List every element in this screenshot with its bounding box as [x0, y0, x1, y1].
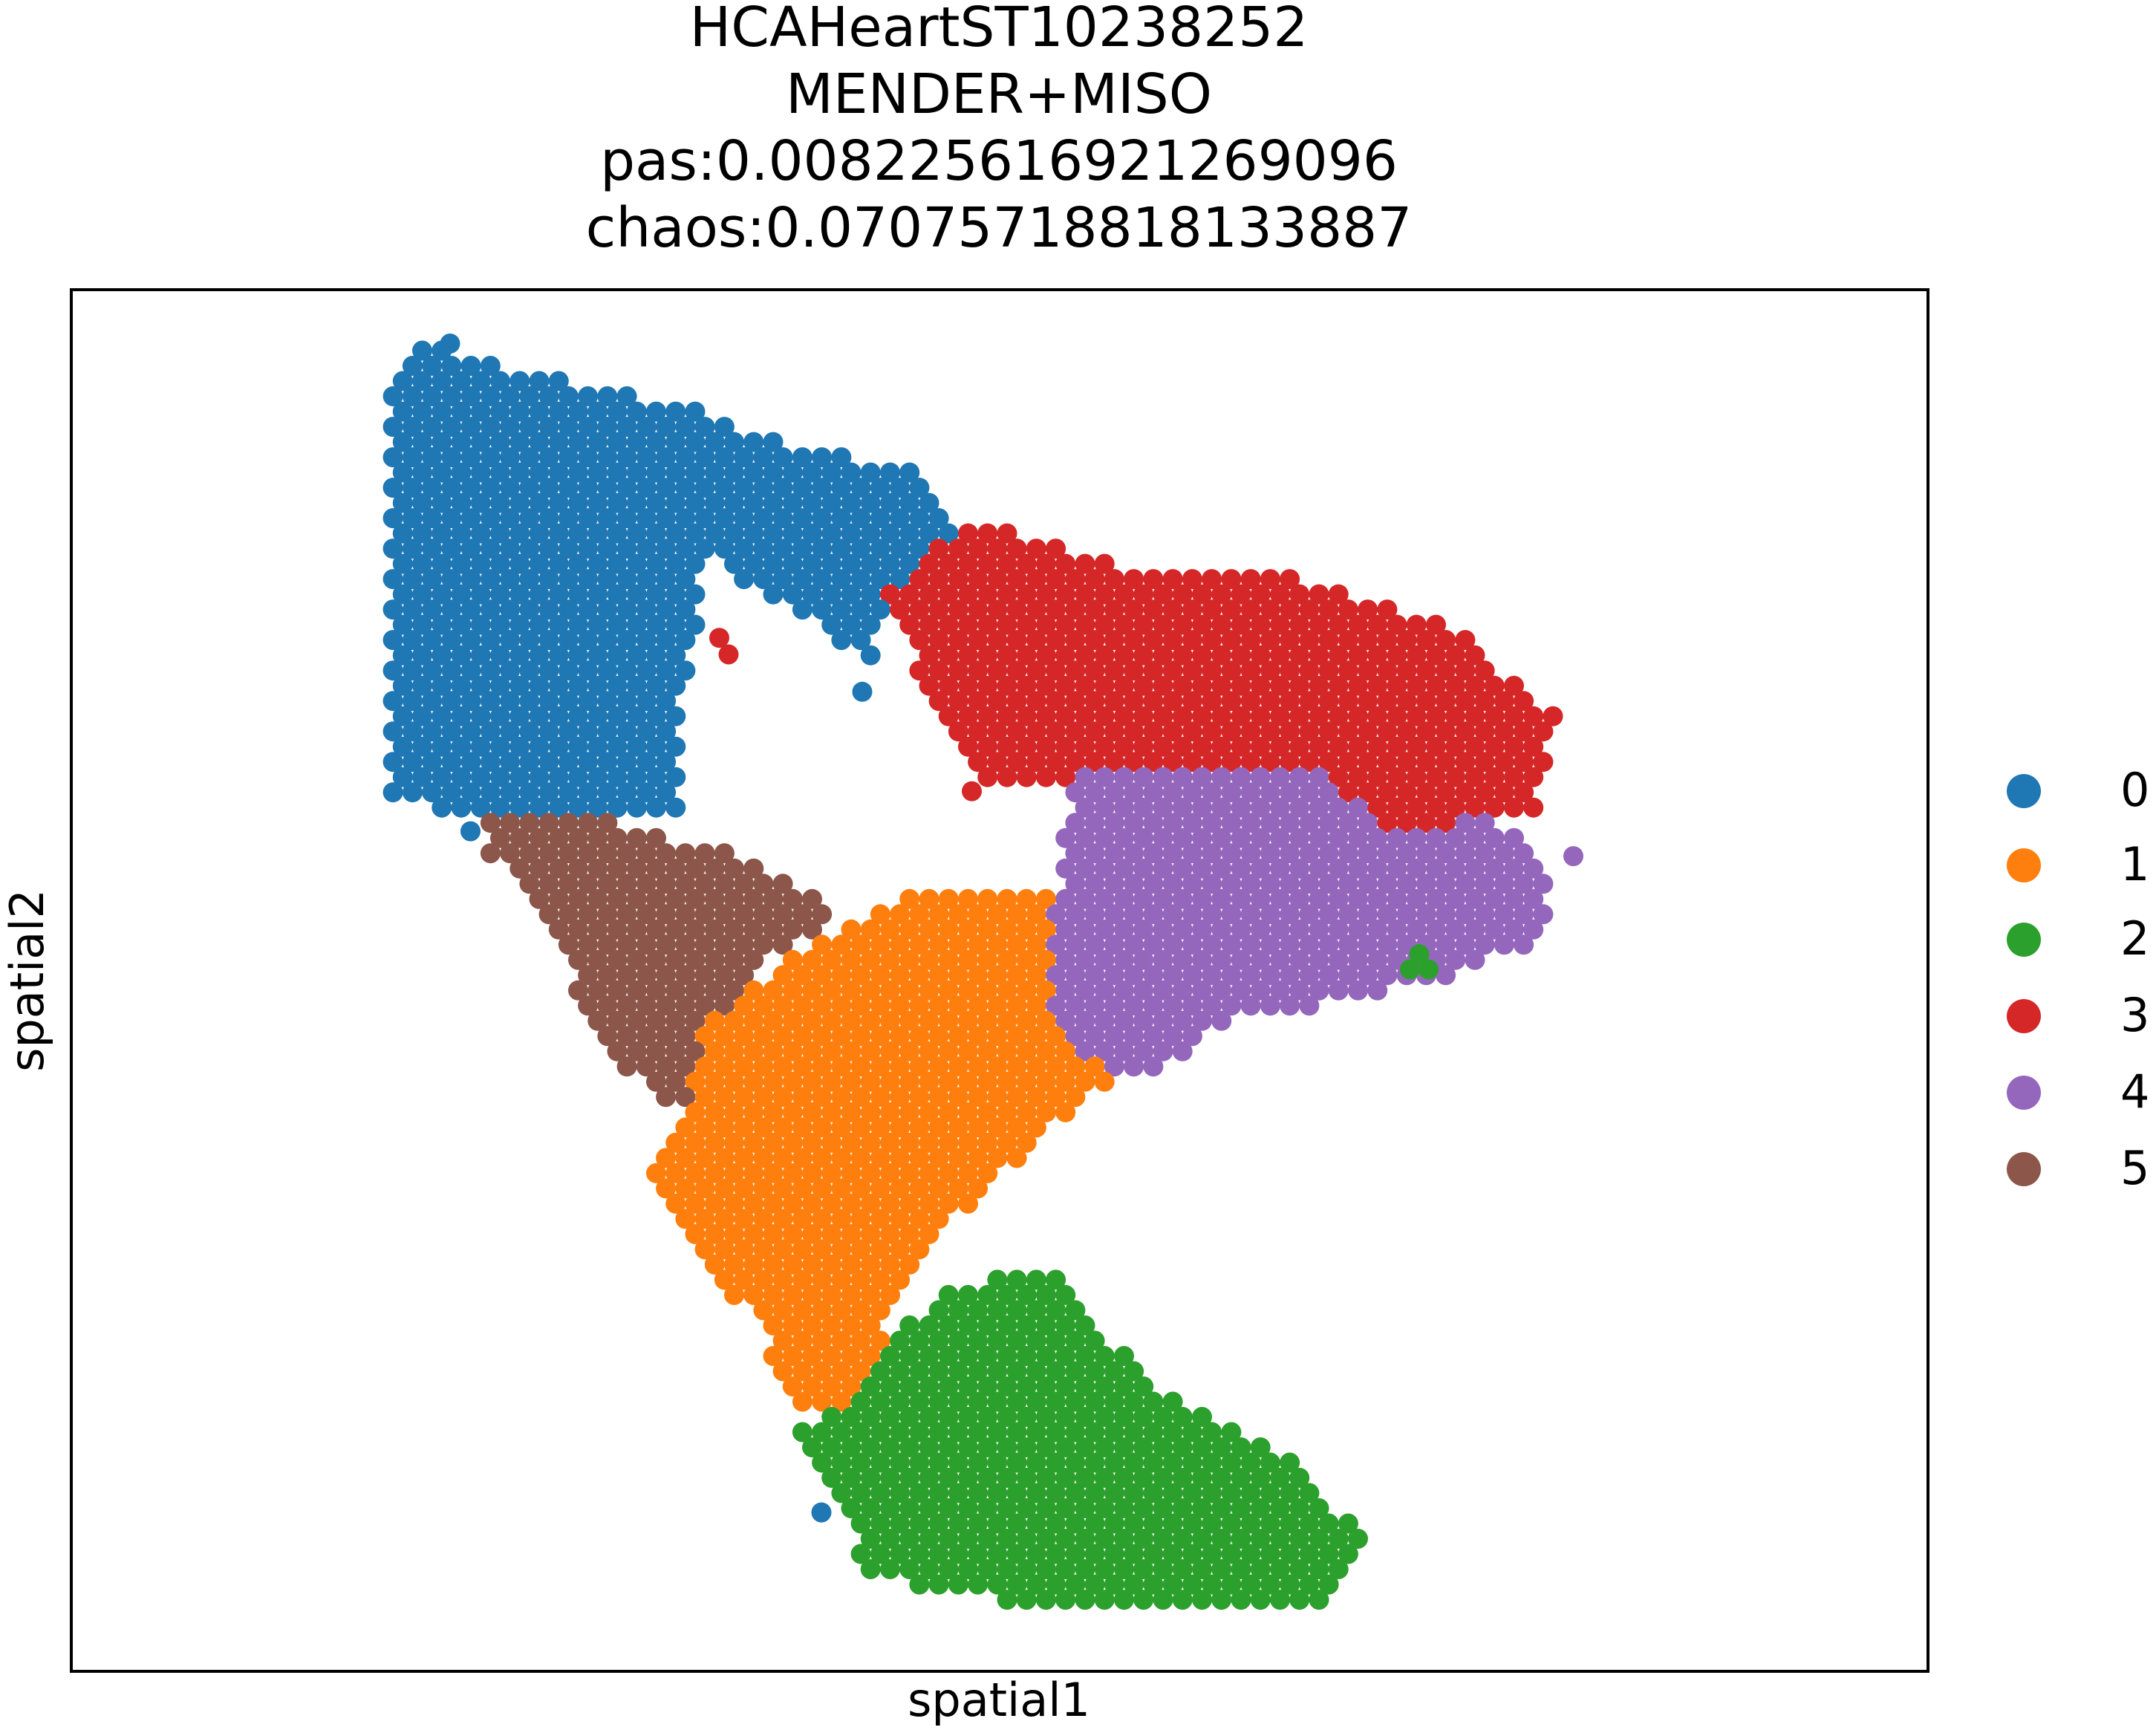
spot-cluster-2	[1309, 1590, 1329, 1610]
spot-cluster-2	[1055, 1590, 1075, 1610]
spot-cluster-3	[997, 767, 1017, 787]
spot-cluster-2	[1153, 1590, 1173, 1610]
spot-cluster-2	[1251, 1590, 1271, 1610]
spot-cluster-0	[440, 334, 460, 354]
spot-cluster-0	[627, 798, 647, 818]
spot-cluster-5	[656, 1087, 676, 1107]
spot-cluster-4	[1280, 995, 1300, 1015]
x-axis-label: spatial1	[908, 1673, 1090, 1727]
spot-cluster-1	[958, 1194, 978, 1214]
spot-cluster-3	[1504, 798, 1524, 818]
title-line-1: HCAHeartST10238252	[689, 0, 1309, 59]
title-line-4: chaos:0.07075718818133887	[585, 196, 1413, 260]
spot-cluster-5	[617, 1056, 637, 1076]
spot-cluster-4	[1241, 995, 1261, 1015]
spot-cluster-1	[792, 1392, 812, 1412]
spot-cluster-3	[1523, 798, 1543, 818]
legend-marker-3	[2007, 999, 2041, 1033]
spot-cluster-2	[1114, 1590, 1134, 1610]
y-axis-label: spatial2	[0, 889, 54, 1072]
spot-cluster-0	[383, 782, 403, 802]
spot-cluster-0	[665, 798, 685, 818]
spot-cluster-2	[1270, 1590, 1290, 1610]
spot-cluster-4	[1563, 846, 1583, 866]
spot-cluster-2	[1289, 1590, 1309, 1610]
spot-cluster-0	[853, 682, 873, 702]
spot-cluster-0	[734, 569, 754, 589]
spot-cluster-1	[724, 1285, 744, 1305]
legend-label-4: 4	[2120, 1064, 2150, 1119]
spot-cluster-0	[403, 782, 423, 802]
spot-cluster-4	[1211, 1011, 1231, 1031]
spot-cluster-2	[1075, 1590, 1095, 1610]
spot-cluster-4	[1173, 1041, 1193, 1061]
spot-cluster-3	[977, 767, 997, 787]
spot-cluster-3	[1017, 767, 1037, 787]
spot-cluster-2	[909, 1575, 929, 1595]
spot-cluster-5	[481, 843, 501, 863]
spot-cluster-2	[997, 1590, 1017, 1610]
spot-cluster-2	[861, 1559, 881, 1579]
legend-label-2: 2	[2120, 911, 2150, 966]
spot-cluster-2	[1133, 1590, 1153, 1610]
legend-marker-2	[2007, 923, 2041, 957]
spot-cluster-4	[1367, 981, 1387, 1001]
legend-marker-0	[2007, 774, 2041, 808]
spot-cluster-4	[1329, 981, 1349, 1001]
spot-cluster-2	[880, 1559, 900, 1579]
spot-cluster-0	[792, 599, 812, 620]
chart-title	[586, 0, 1413, 260]
spot-cluster-4	[1348, 981, 1368, 1001]
spot-cluster-3	[962, 781, 982, 801]
spot-cluster-1	[1055, 1102, 1075, 1122]
title-line-2: MENDER+MISO	[785, 62, 1213, 126]
spot-cluster-2	[1095, 1590, 1115, 1610]
spot-cluster-1	[1095, 1072, 1115, 1092]
spot-cluster-2	[1400, 960, 1420, 980]
spot-cluster-4	[1514, 934, 1534, 955]
spot-cluster-1	[1007, 1148, 1027, 1168]
spot-cluster-3	[1036, 767, 1056, 787]
spot-cluster-4	[1494, 934, 1514, 955]
spot-cluster-2	[968, 1575, 988, 1595]
spot-cluster-2	[1419, 960, 1439, 980]
spot-cluster-4	[1299, 995, 1319, 1015]
spot-cluster-4	[1260, 995, 1280, 1015]
spot-cluster-4	[1436, 965, 1456, 985]
spot-cluster-2	[1036, 1590, 1056, 1610]
legend-label-5: 5	[2120, 1141, 2150, 1195]
spot-cluster-2	[948, 1575, 968, 1595]
spot-cluster-0	[763, 585, 784, 605]
spot-cluster-2	[1017, 1590, 1037, 1610]
legend-marker-1	[2007, 848, 2041, 882]
spot-cluster-2	[1173, 1590, 1193, 1610]
spot-cluster-0	[452, 798, 472, 818]
spot-cluster-0	[831, 630, 851, 650]
legend-marker-4	[2007, 1076, 2041, 1110]
spot-cluster-2	[1211, 1590, 1231, 1610]
spot-cluster-0	[431, 798, 452, 818]
spot-cluster-0	[646, 798, 666, 818]
scatter-points	[383, 334, 1583, 1610]
spot-cluster-4	[1465, 950, 1485, 970]
spot-cluster-0	[861, 646, 881, 666]
title-line-3: pas:0.008225616921269096	[600, 129, 1398, 193]
legend	[2007, 763, 2149, 1195]
legend-label-1: 1	[2120, 837, 2150, 891]
spot-cluster-4	[1124, 1056, 1144, 1076]
legend-marker-5	[2007, 1152, 2041, 1186]
spot-cluster-2	[1192, 1590, 1212, 1610]
spot-cluster-4	[1143, 1056, 1163, 1076]
legend-label-0: 0	[2120, 763, 2150, 817]
legend-label-3: 3	[2120, 988, 2150, 1042]
spot-cluster-3	[719, 645, 739, 665]
spot-cluster-2	[1231, 1590, 1251, 1610]
spot-cluster-0	[812, 1503, 832, 1523]
spot-cluster-2	[929, 1575, 949, 1595]
spot-cluster-0	[460, 822, 481, 842]
